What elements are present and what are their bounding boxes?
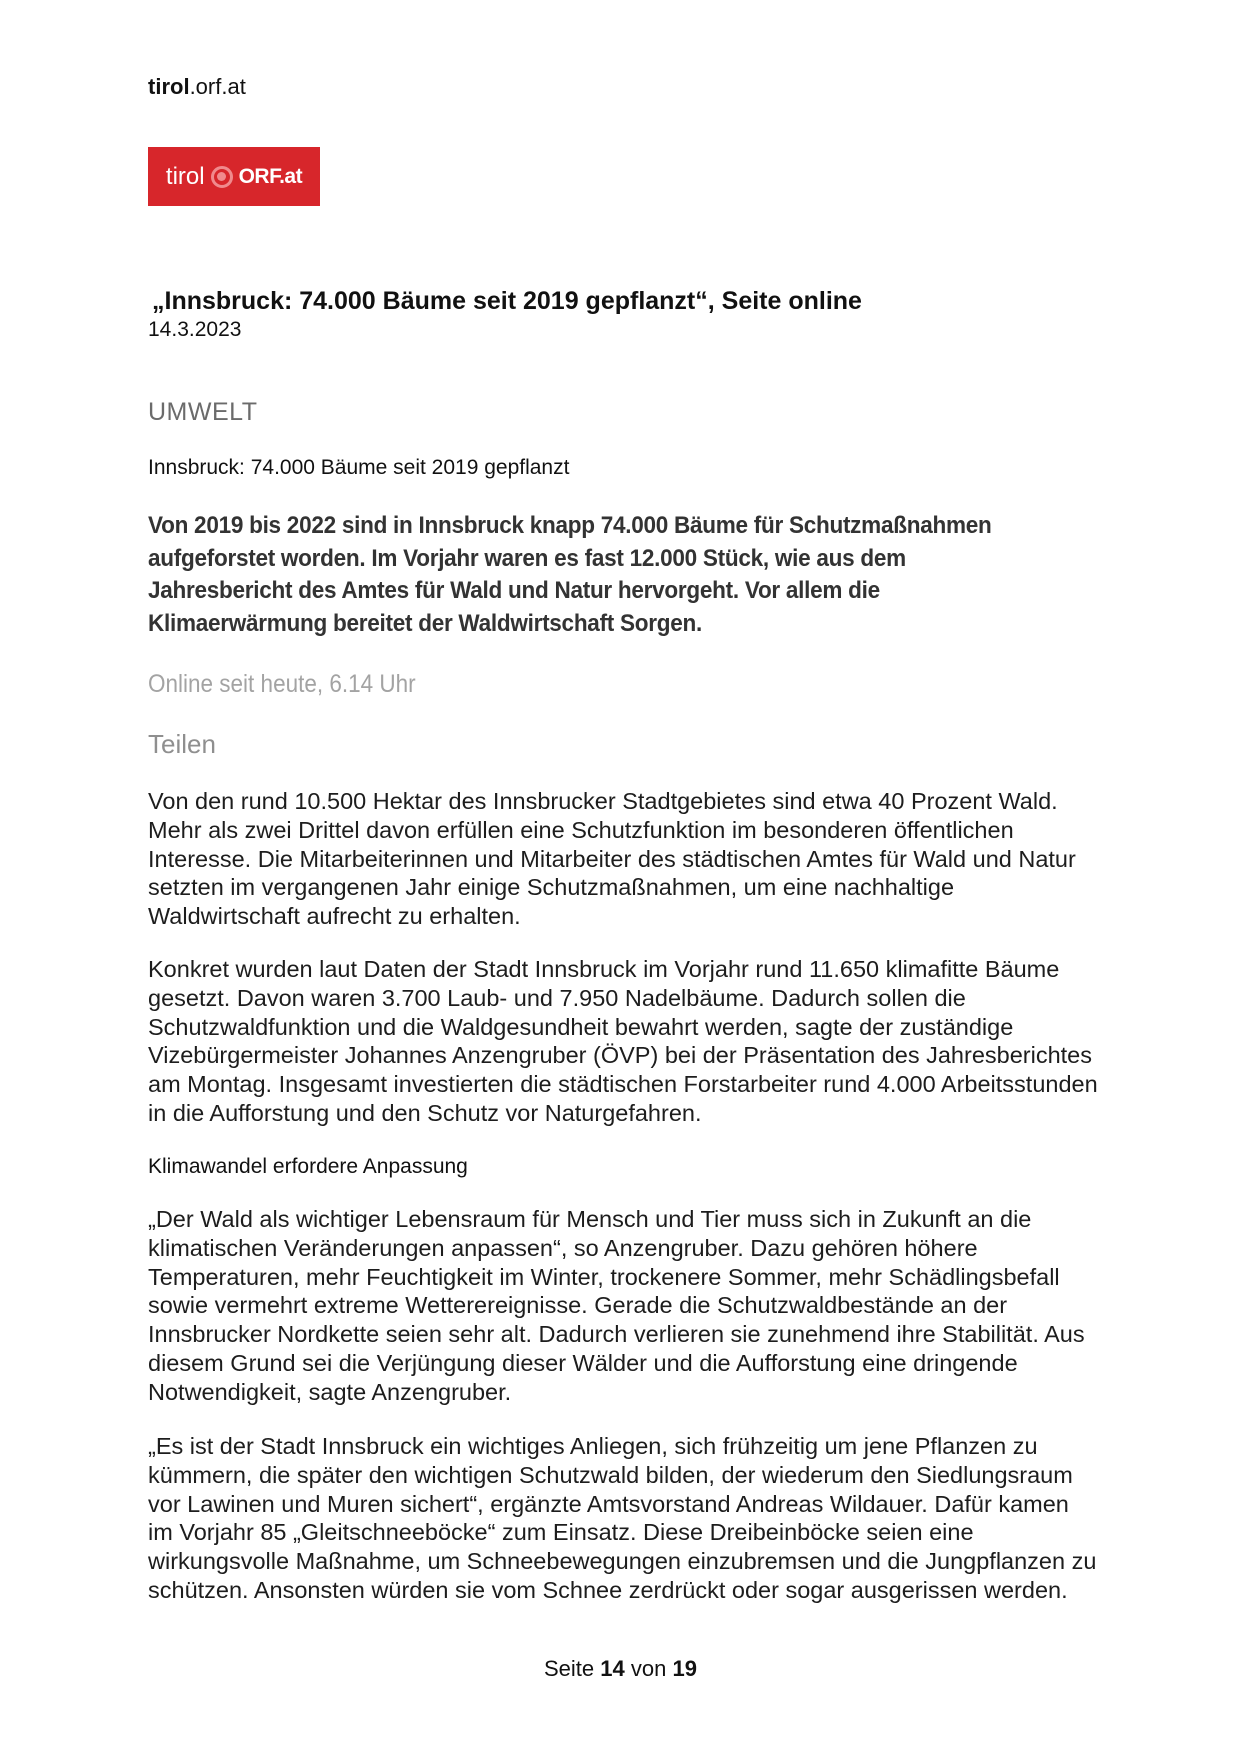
- site-name-rest: .orf.at: [189, 74, 246, 99]
- body-paragraph-4: „Es ist der Stadt Innsbruck ein wichtiges Anliegen, sich frühzeitig um jene Pflanzen zu kümmern, die später den wichtigen Schutzwald bilden, der wiederum den Siedlungsraum vor Lawinen und Muren sichert“, ergänzte Amtsvorstand Andreas Wildauer. Dafür kamen im Vorjahr 85 „Gleitschneeböcke“ zum Einsatz. Diese Dreibeinböcke seien eine wirkungsvolle Maßnahme, um Schneebewegungen einzubremsen und die Jungpflanzen zu schützen. Ansonsten würden sie vom Schnee zerdrückt oder sogar ausgerissen werden.: [148, 1433, 1097, 1603]
- article-headline: „Innsbruck: 74.000 Bäume seit 2019 gepflanzt“, Seite online: [152, 287, 862, 315]
- article-lead: Von 2019 bis 2022 sind in Innsbruck knapp 74.000 Bäume für Schutzmaßnahmen aufgeforstet worden. Im Vorjahr waren es fast 12.000 Stück, wie aus dem Jahresbericht des Amtes für Wald und Natur hervorgeht. Vor allem die Klimaerwärmung bereitet der Waldwirtschaft Sorgen.: [148, 512, 992, 637]
- article-category: UMWELT: [148, 398, 258, 426]
- body-paragraph-3: „Der Wald als wichtiger Lebensraum für Mensch und Tier muss sich in Zukunft an die klimatischen Veränderungen anpassen“, so Anzengruber. Dazu gehören höhere Temperaturen, mehr Feuchtigkeit im Winter, trockenere Sommer, mehr Schädlingsbefall sowie vermehrt extreme Wetterereignisse. Gerade die Schutzwaldbestände an der Innsbrucker Nordkette seien sehr alt. Dadurch verlieren sie zunehmend ihre Stabilität. Aus diesem Grund sei die Verjüngung dieser Wälder und die Aufforstung eine dringende Notwendigkeit, sagte Anzengruber.: [148, 1206, 1085, 1405]
- share-label: Teilen: [148, 729, 216, 759]
- article-subtitle: Innsbruck: 74.000 Bäume seit 2019 gepflanzt: [148, 456, 570, 479]
- site-header: [148, 74, 246, 100]
- body-paragraph-1: Von den rund 10.500 Hektar des Innsbrucker Stadtgebietes sind etwa 40 Prozent Wald. Mehr als zwei Drittel davon erfüllen eine Schutzfunktion im besonderen öffentlichen Interesse. Die Mitarbeiterinnen und Mitarbeiter des städtischen Amtes für Wald und Natur setzten im vergangenen Jahr einige Schutzmaßnahmen, um eine nachhaltige Waldwirtschaft aufrecht zu erhalten.: [148, 788, 1076, 930]
- footer-of-word: von: [630, 1656, 667, 1681]
- orf-tirol-logo: [148, 147, 320, 206]
- orf-eye-icon: [211, 166, 233, 188]
- section-subheading: Klimawandel erfordere Anpassung: [148, 1155, 468, 1178]
- page-footer: [0, 1656, 1241, 1682]
- site-name-bold: tirol: [148, 74, 190, 99]
- body-paragraph-2: Konkret wurden laut Daten der Stadt Innsbruck im Vorjahr rund 11.650 klimafitte Bäume gesetzt. Davon waren 3.700 Laub- und 7.950 Nadelbäume. Dadurch sollen die Schutzwaldfunktion und die Waldgesundheit bewahrt werden, sagte der zuständige Vizebürgermeister Johannes Anzengruber (ÖVP) bei der Präsentation des Jahresberichtes am Montag. Insgesamt investierten die städtischen Forstarbeiter rund 4.000 Arbeitsstunden in die Aufforstung und den Schutz vor Naturgefahren.: [148, 956, 1098, 1126]
- footer-total-pages: 19: [672, 1656, 697, 1681]
- article-date: 14.3.2023: [148, 318, 242, 341]
- logo-right-text: ORF.at: [238, 164, 303, 188]
- online-since-timestamp: Online seit heute, 6.14 Uhr: [148, 670, 416, 698]
- footer-page-word: Seite: [544, 1656, 595, 1681]
- footer-current-page: 14: [600, 1656, 625, 1681]
- logo-left-text: tirol: [165, 162, 205, 190]
